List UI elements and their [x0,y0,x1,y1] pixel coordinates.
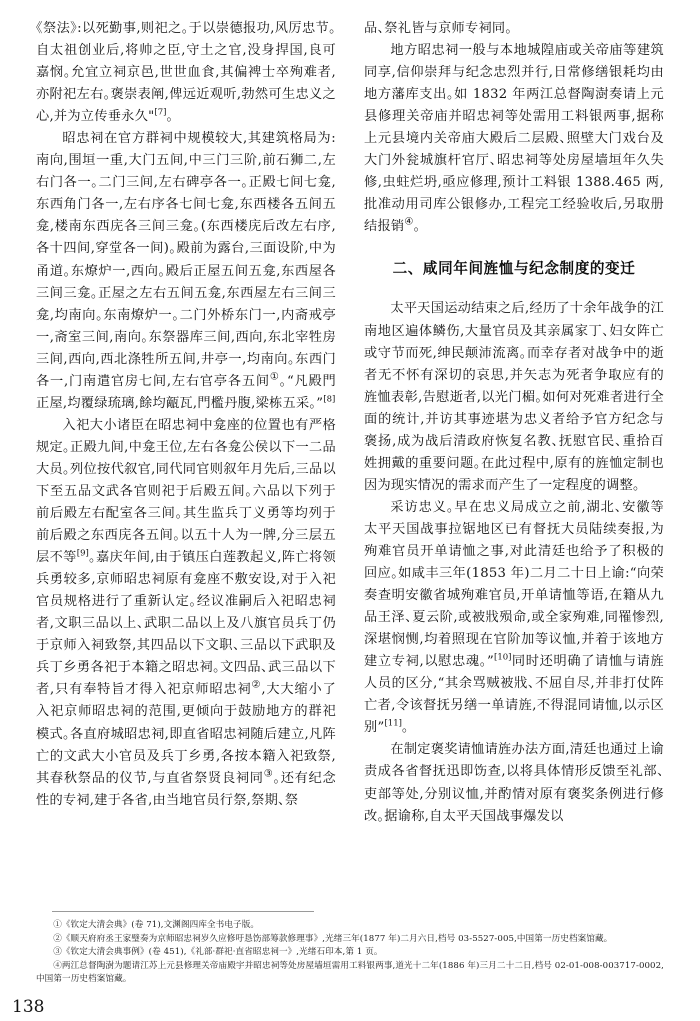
paragraph-caifang-zhongyi [364,497,664,740]
footnote-item-1: ①《钦定大清会典》(卷 71),文渊阁四库全书电子版。 [53,920,260,931]
footnote-ref-circle-4: ④ [404,217,414,229]
right-column [364,18,664,828]
paragraph-zhaozhongci-quote: “凡殿門正屋,均覆绿琉璃,餘均甋瓦,門檻丹腹,梁栋五采。” [36,373,336,411]
paragraph-local-shrines-text: 地方昭忠祠一般与本地城隍庙或关帝庙等建筑同享,信仰崇拜与纪念忠烈并行,日常修缮银耗均由地方藩库支出。如 1832 年两江总督陶澍奏请上元县修理关帝庙并昭忠祠等处需用工料银两事,据称上元县境内关帝庙大殿后二层殿、照壁大门戏台及大门外瓮城旗杆官厅、昭忠祠等处房屋墙垣年久失修,虫蛀烂坍,亟应修理,预计工料银 1388.465 两,批准动用司库公银修办,工程完工经验收后,另取册结报销 [364,43,664,235]
paragraph-local-shrines: 地方昭忠祠一般与本地城隍庙或关帝庙等建筑同享,信仰崇拜与纪念忠烈并行,日常修缮银耗均由地方藩库支出。如 1832 年两江总督陶澍奏请上元县修理关帝庙并昭忠祠等处需用工料银两事,据称上元县境内关帝庙大殿后二层殿、照壁大门戏台及大门外瓮城旗杆官厅、昭忠祠等处房屋墙垣年久失修,虫蛀烂坍,亟应修理,预计工料银 1388.465 两,批准动用司库公银修办,工程完工经验收后,另取册结报销④。 [364,43,664,235]
paragraph-jifa-text: 《祭法》:以死勤事,则祀之。于以崇德报功,风厉忠节。自太祖创业后,将帅之臣,守土之官,没身捍国,良可嘉悯。允宜立祠京邑,世世血食,其偏裨士卒殉难者,亦附祀左右。褒崇表阐,俾远近观听,勃然可生忠义之心,并为立传垂永久" [36,21,336,125]
paragraph-baojiang: 在制定褒奖请恤请旌办法方面,清廷也通过上谕责成各省督抚迅即饬查,以将具体情形反馈至礼部、吏部等处,分别议恤,并酌情对原有褒奖条例进行修改。据谕称,自太平天国战事爆发以 [364,742,664,824]
left-column [36,18,336,812]
footnote-item-2: ②《顺天府府丞王家璧奏为京师昭忠祠岁久应修吁恳饬部筹款修理事》,光绪三年(1877 年)二月六日,档号 03-5527-005,中国第一历史档案馆藏。 [53,933,613,944]
paragraph-zhaozhongci-layout: 昭忠祠在官方群祠中规模较大,其建筑格局为:南向,围垣一重,大门五间,中三门三阶,前石狮二,左右门各一。二门三间,左右碑亭各一。正殿七间七龛,东西角门各一,左右序各七间七龛,东西楼各五间五龛,楼南东西庑各三间三龛。(东西楼庑后改左右序,各十四间,穿堂各一间)。殿前为露台,三面设阶,中为甬道。东燎炉一,西向。殿后正屋五间五龛,东西屋各三间三龛。正屋之左右五间五龛,东西屋左右三间三龛,均南向。东南燎炉一。二门外桥东门一,内斋戒亭一,斋室三间,南向。东祭器库三间,西向,东北宰牲房三间,西向,西北涤牲所五间,井亭一,均南向。东西门各一,门南遣官房七间,左右官亭各五间①。“凡殿門正屋,均覆绿琉璃,餘均甋瓦,門檻丹腹,梁栋五采。”[8] [36,131,336,411]
paragraph-kanzuo-tail3: 。还有纪念性的专祠,建于各省,由当地官员行祭,祭期、祭 [36,770,336,808]
paragraph-kanzuo [36,415,336,812]
paragraph-continuation: 品、祭礼皆与京师专祠同。 [364,21,513,36]
footnote-separator-rule [52,911,314,912]
footnote-item-4: ④两江总督陶澍为题请江苏上元县修理关帝庙殿宇并昭忠祠等处房屋墙垣需用工料银两事,道光十二年(1886 年)三月二十二日,档号 02-01-008-003717-0002,中国第一历史档案馆藏。 [36,960,664,985]
footnote-ref-11: [11] [384,718,402,729]
section-heading: 二、咸同年间旌恤与纪念制度的变迁 [392,260,636,278]
footnote-section [36,911,664,987]
footnote-ref-circle-2: ② [251,680,262,692]
paragraph-caifang-mid: 同时还明确了请恤与请旌人员的区分,“其余骂贼被戕、不屈自尽,并非打仗阵亡者,令该督抚另缮一单请旌,不得混同请恤,以示区别” [364,654,664,736]
paragraph-kanzuo-text: 入祀大小诸臣在昭忠祠中龛座的位置也有严格规定。正殿九间,中龛王位,左右各龛公侯以下一二品大员。列位按代叙官,同代同官则叙年月先后,三品以下至五品文武各官则祀于后殿五间。六品以下列于前后殿左右配室各三间。其生监兵丁义勇等均列于前后殿之东西庑各五间。以五十人为一牌,分三层五层不等 [36,417,336,566]
footnote-ref-circle-3: ③ [263,768,274,780]
paragraph-kanzuo-tail2: ,大大缩小了入祀京师昭忠祠的范围,更倾向于鼓励地方的群祀模式。各直府城昭忠祠,即直省昭忠祠随后建立,凡阵亡的文武大小官员及兵丁乡勇,各按本籍入祀致祭,其春秋祭品的仪节,与直省祭贤良祠同 [36,682,336,786]
paragraph-jifa: 《祭法》:以死勤事,则祀之。于以崇德报功,风厉忠节。自太祖创业后,将帅之臣,守土之官,没身捍国,良可嘉悯。允宜立祠京邑,世世血食,其偏裨士卒殉难者,亦附祀左右。褒崇表阐,俾远近观听,勃然可生忠义之心,并为立传垂永久"[7]。 [36,21,336,125]
paragraph-caifang-head: 采访忠义。早在忠义局成立之前,湖北、安徽等太平天国战事拉锯地区已有督抚大员陆续奏报,为殉难官员开单请恤之事,对此清廷也给予了积极的回应。如咸丰三年(1853 年)二月二十日上谕:“向荣奏查明安徽省城殉难官员,开单请恤等语,在籍从九品王泽、夏云阶,或被戕殒命,或全家殉难,同罹惨烈,深堪悯恻,均着照现在官阶加等议恤,并着于该地方建立专祠,以慰忠魂。” [364,499,664,670]
footnote-list [36,919,664,987]
paragraph-caifang-end: 。 [401,720,409,736]
footnote-ref-circle-1: ① [269,371,280,383]
paragraph-taiping: 太平天国运动结束之后,经历了十余年战争的江南地区遍体鳞伤,大量官员及其亲属家丁、妇女阵亡或守节而死,绅民颠沛流离。而幸存者对战争中的逝者无不怀有深切的哀思,并矢志为死者争取应有的旌恤表彰,告慰逝者,以光门楣。如何对死难者进行全面的统计,并访其事迹堪为忠义者给予官方纪念与褒扬,成为战后清政府恢复名教、抚慰官民、重拾百姓拥戴的重要问题。在此过程中,原有的旌恤定制也因为现实情况的需求而产生了一定程度的调整。 [364,301,664,493]
paragraph-kanzuo-tail: 。嘉庆年间,由于镇压白莲教起义,阵亡将领兵勇较多,京师昭忠祠原有龛座不敷安设,对于入祀官员规格进行了重新认定。经议准嗣后入祀昭忠祠者,文职三品以上、武职二品以上及八旗官员兵丁仍于京师入祠致祭,其四品以下文职、三品以下武职及兵丁乡勇各祀于本籍之昭忠祠。文四品、武三品以下者,只有奉特旨才得入祀京师昭忠祠 [36,550,337,698]
footnote-ref-10: [10] [494,652,512,663]
footnote-item-3: ③《钦定大清会典事例》(卷 451),《礼部·群祀·直省昭忠祠一》,光绪石印本,第 1 页。 [53,947,383,958]
page-number: 138 [12,997,45,1017]
footnote-ref-8: [8] [323,394,336,405]
paragraph-zhaozhongci-text: 昭忠祠在官方群祠中规模较大,其建筑格局为:南向,围垣一重,大门五间,中三门三阶,前石狮二,左右门各一。二门三间,左右碑亭各一。正殿七间七龛,东西角门各一,左右序各七间七龛,东西楼各五间五龛,楼南东西庑各三间三龛。(东西楼庑后改左右序,各十四间,穿堂各一间)。殿前为露台,三面设阶,中为甬道。东燎炉一,西向。殿后正屋五间五龛,东西屋各三间三龛。正屋之左右五间五龛,东西屋左右三间三龛,均南向。东南燎炉一。二门外桥东门一,内斋戒亭一,斋室三间,南向。东祭器库三间,西向,东北宰牲房三间,西向,西北涤牲所五间,井亭一,均南向。东西门各一,门南遣官房七间,左右官亭各五间 [36,131,336,389]
footnote-ref-7: [7] [154,107,167,118]
footnote-ref-9: [9] [76,548,89,559]
two-column-layout [36,18,664,828]
